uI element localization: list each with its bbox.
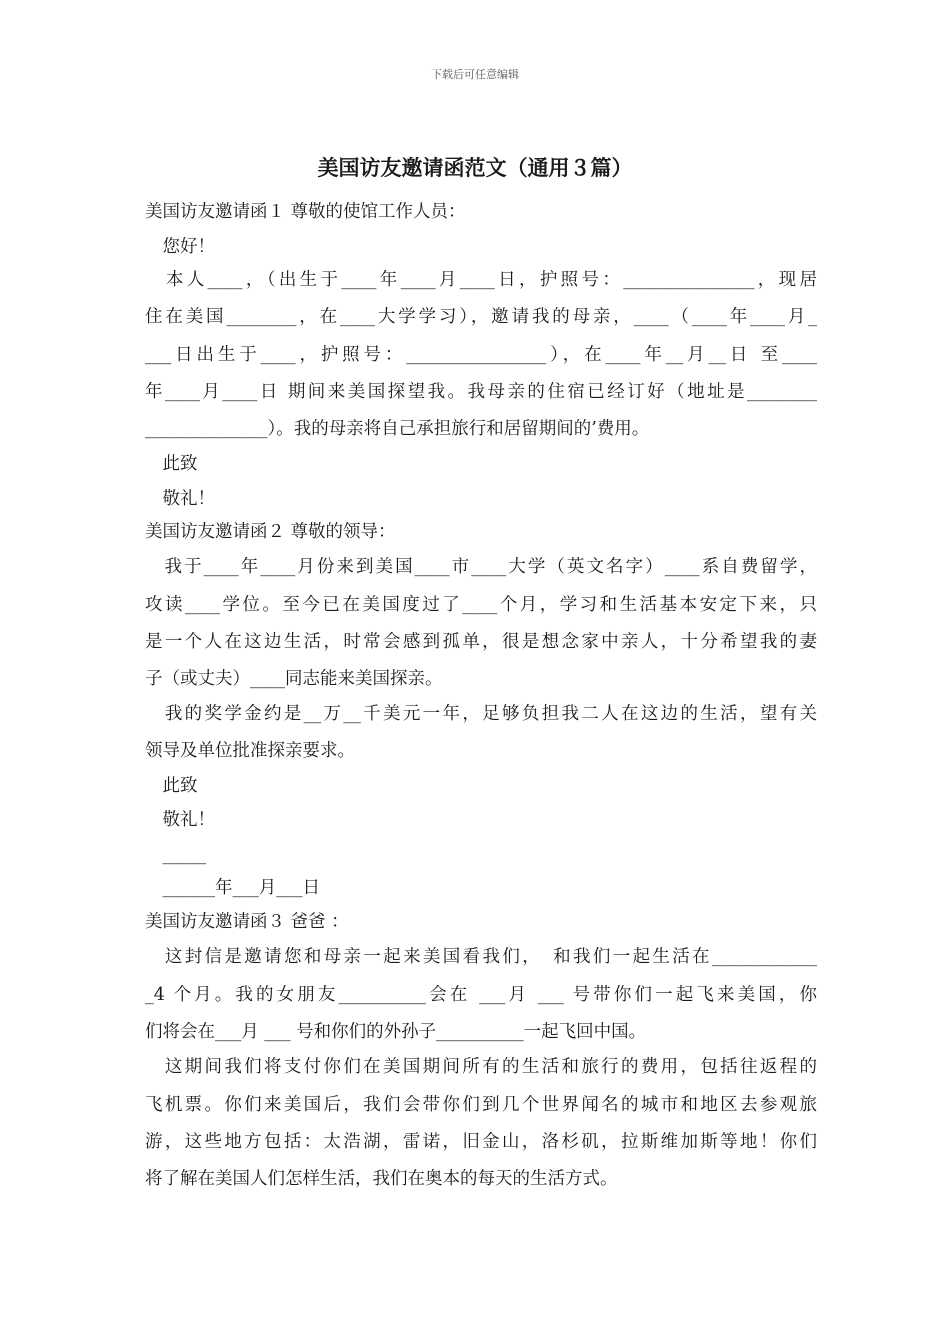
text-line: 我于____年____月份来到美国____市____大学（英文名字）____系自费留学， xyxy=(145,557,817,577)
text-line: 美国访友邀请函３ 爸爸 ： xyxy=(145,912,349,932)
text-line: 飞机票。你们来美国后，我们会带你们到几个世界闻名的城市和地区去参观旅 xyxy=(145,1095,817,1115)
text-line: 这封信是邀请您和母亲一起来美国看我们， 和我们一起生活在____________ xyxy=(145,947,817,967)
document-title: 美国访友邀请函范文（通用３篇） xyxy=(317,155,633,180)
text-line: 我的奖学金约是__万__千美元一年，足够负担我二人在这边的生活，望有关 xyxy=(145,704,817,724)
text-line: 这期间我们将支付你们在美国期间所有的生活和旅行的费用，包括往返程的 xyxy=(145,1057,817,1077)
text-line: 美国访友邀请函２ 尊敬的领导： xyxy=(145,522,396,542)
text-line: 美国访友邀请函１ 尊敬的使馆工作人员： xyxy=(145,202,466,222)
text-line: _____ xyxy=(145,845,207,865)
text-line: 们将会在___月 ___ 号和你们的外孙子__________一起飞回中国。 xyxy=(145,1022,647,1042)
text-line: 本人____，（出生于____年____月____日，护照号：_______________，现居 xyxy=(145,270,817,290)
text-line: 领导及单位批准探亲要求。 xyxy=(145,741,355,761)
text-line: ___日出生于____，护照号：________________），在____年__月__日 至____ xyxy=(145,345,817,365)
text-line: 敬礼！ xyxy=(145,489,215,509)
text-line: 游，这些地方包括：太浩湖，雷诺，旧金山，洛杉矶，拉斯维加斯等地！你们 xyxy=(145,1132,817,1152)
text-line: 是一个人在这边生活，时常会感到孤单，很是想念家中亲人，十分希望我的妻 xyxy=(145,632,817,652)
text-line: 年____月____日 期间来美国探望我。我母亲的住宿已经订好（地址是________ xyxy=(145,382,817,402)
text-line: 此致 xyxy=(145,454,198,474)
text-line: ______________）。我的母亲将自己承担旅行和居留期间的’费用。 xyxy=(145,419,650,439)
text-line: 攻读____学位。至今已在美国度过了____个月，学习和生活基本安定下来，只 xyxy=(145,595,817,615)
text-line: 您好！ xyxy=(145,237,215,257)
text-line: 敬礼！ xyxy=(145,810,215,830)
text-line: 子（或丈夫）____同志能来美国探亲。 xyxy=(145,669,443,689)
text-line: 此致 xyxy=(145,776,198,796)
text-line: _4 个月。我的女朋友__________会在 ___月 ___ 号带你们一起飞来美国，你 xyxy=(145,985,817,1005)
header-note: 下载后可任意编辑 xyxy=(431,68,519,81)
text-line: 住在美国________，在____大学学习），邀请我的母亲，____（____年____月_ xyxy=(145,307,817,327)
text-line: 将了解在美国人们怎样生活，我们在奥本的每天的生活方式。 xyxy=(145,1169,618,1189)
text-line: ______年___月___日 xyxy=(145,878,320,898)
